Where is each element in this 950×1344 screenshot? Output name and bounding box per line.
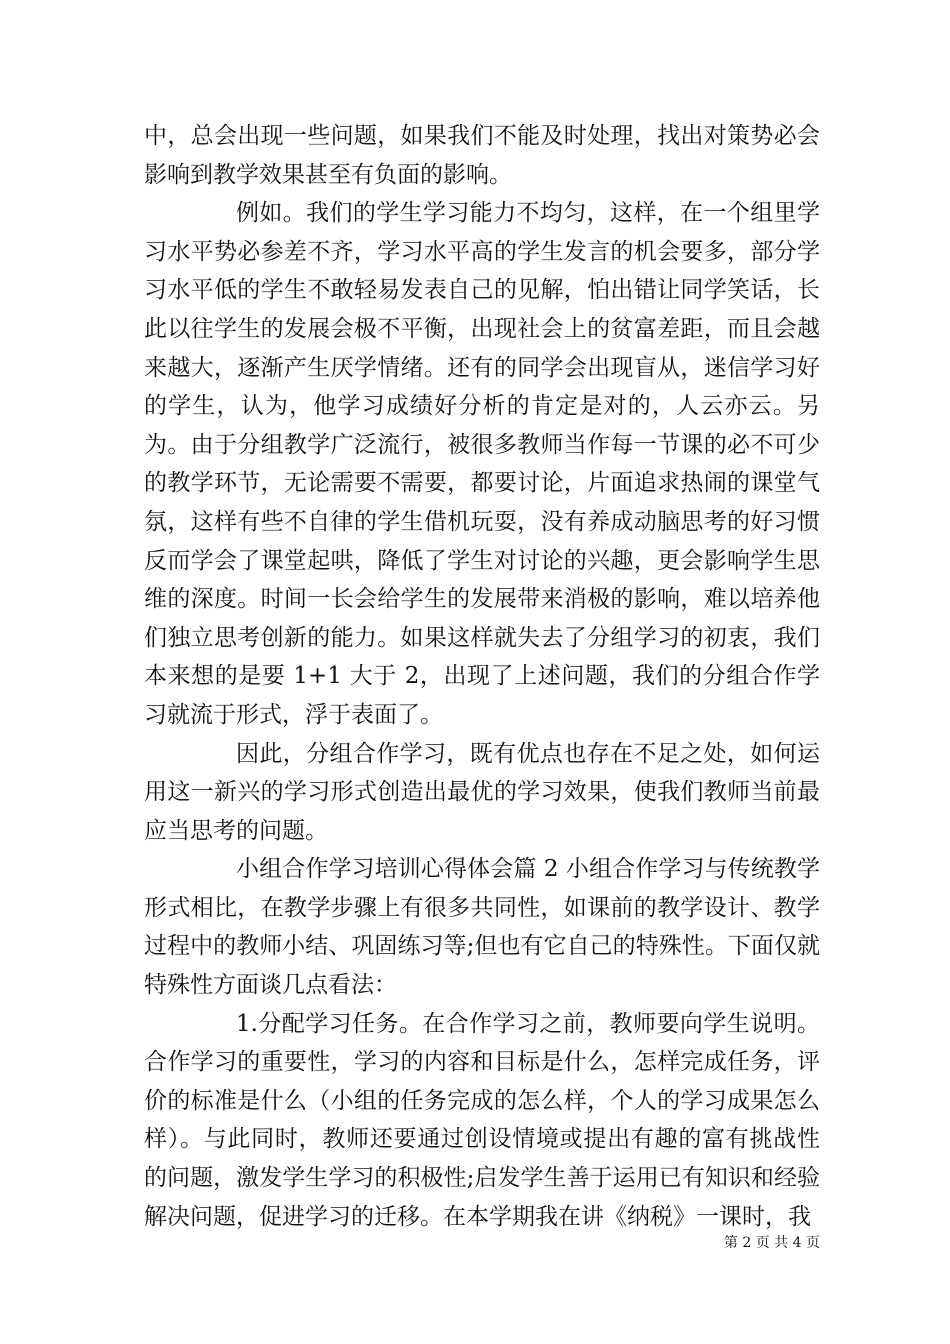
- paragraph-point-1: 1.分配学习任务。在合作学习之前，教师要向学生说明。合作学习的重要性，学习的内容和目标是什么，怎样完成任务，评价的标准是什么（小组的任务完成的怎么样，个人的学习成果怎么样）。与此同时，教师还要通过创设情境或提出有趣的富有挑战性的问题，激发学生学习的积极性;启发学生善于运用已有知识和经验解决问题，促进学习的迁移。在本学期我在讲《纳税》一课时，我: [144, 1010, 820, 1230]
- document-body: [144, 117, 820, 1236]
- paragraph-conclusion: 因此，分组合作学习，既有优点也存在不足之处，如何运用这一新兴的学习形式创造出最优的学习效果，使我们教师当前最应当思考的问题。: [144, 740, 820, 844]
- paragraph-example: 例如。我们的学生学习能力不均匀，这样，在一个组里学习水平势必参差不齐，学习水平高的学生发言的机会要多，部分学习水平低的学生不敢轻易发表自己的见解，怕出错让同学笑话，长此以往学生的发展会极不平衡，出现社会上的贫富差距，而且会越来越大，逐渐产生厌学情绪。还有的同学会出现盲从，迷信学习好的学生，认为，他学习成绩好分析的肯定是对的，人云亦云。另为。由于分组教学广泛流行，被很多教师当作每一节课的必不可少的教学环节，无论需要不需要，都要讨论，片面追求热闹的课堂气氛，这样有些不自律的学生借机玩耍，没有养成动脑思考的好习惯反而学会了课堂起哄，降低了学生对讨论的兴趣，更会影响学生思维的深度。时间一长会给学生的发展带来消极的影响，难以培养他们独立思考创新的能力。如果这样就失去了分组学习的初衷，我们本来想的是要 1+1 大于 2，出现了上述问题，我们的分组合作学习就流于形式，浮于表面了。: [144, 200, 820, 728]
- paragraph-continuation: 中，总会出现一些问题，如果我们不能及时处理，找出对策势必会影响到教学效果甚至有负面的影响。: [144, 123, 820, 188]
- page-footer: 第 2 页 共 4 页: [723, 1235, 820, 1251]
- paragraph-essay-2-intro: 小组合作学习培训心得体会篇 2 小组合作学习与传统教学形式相比，在教学步骤上有很多共同性，如课前的教学设计、教学过程中的教师小结、巩固练习等;但也有它自己的特殊性。下面仅就特殊性方面谈几点看法：: [144, 856, 820, 999]
